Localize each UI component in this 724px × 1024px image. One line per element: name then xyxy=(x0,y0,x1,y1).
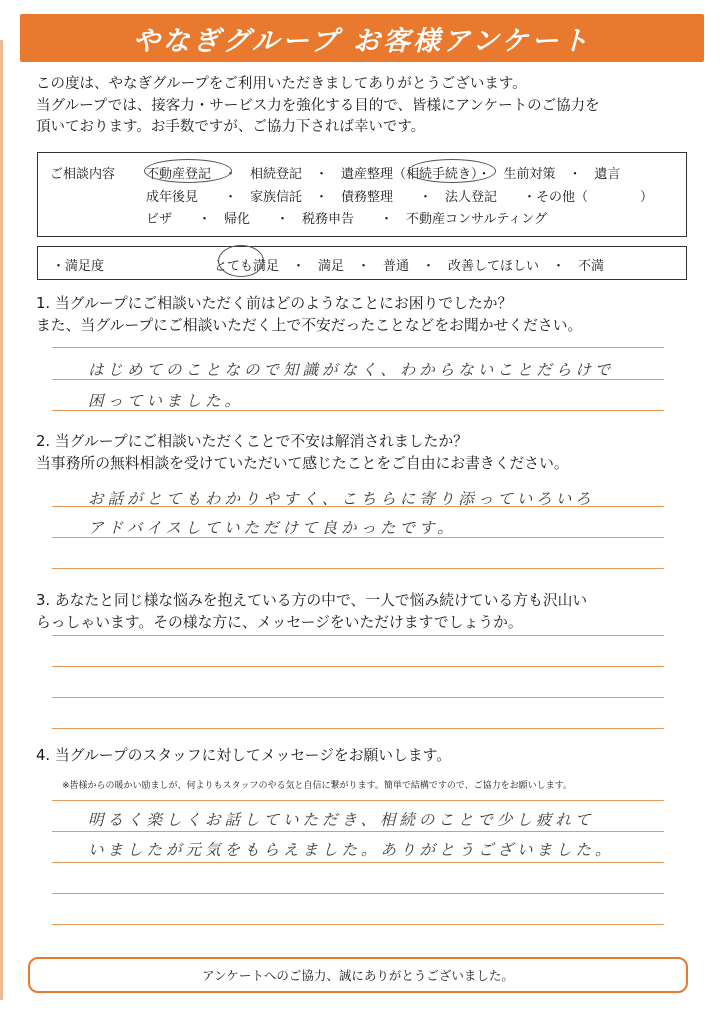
consultation-type-box xyxy=(37,152,687,237)
handwritten-answer: 明るく楽しくお話していただき、相続のことで少し疲れて xyxy=(88,811,595,829)
answer-line xyxy=(52,568,664,569)
question-text: 2. 当グループにご相談いただくことで不安は解消されましたか？ xyxy=(36,433,468,450)
handwritten-answer: 困っていました。 xyxy=(88,392,245,410)
survey-title-banner xyxy=(20,14,704,62)
satisfaction-options: とても満足 ・ 満足 ・ 普通 ・ 改善してほしい ・ 不満 xyxy=(214,259,605,274)
selection-circle xyxy=(144,159,232,183)
question-4 xyxy=(36,745,451,767)
answer-line xyxy=(52,666,664,667)
question-1 xyxy=(36,293,582,337)
consultation-label: ご相談内容 xyxy=(50,167,116,182)
satisfaction-box xyxy=(37,246,687,280)
scan-edge-stripe xyxy=(0,40,3,1000)
answer-line xyxy=(52,893,664,894)
answer-line xyxy=(52,831,664,832)
consultation-options-row: 不動産登記 ・ 相続登記 ・ 遺産整理（相続手続き）・ 生前対策 ・ 遺言 xyxy=(146,167,621,182)
intro-line: この度は、やなぎグループをご利用いただきましてありがとうございます。 xyxy=(36,76,527,92)
thank-you-footer xyxy=(28,957,688,993)
handwritten-answer: はじめてのことなので知識がなく、わからないことだらけで xyxy=(88,361,615,379)
consultation-options-row: 成年後見 ・ 家族信託 ・ 債務整理 ・ 法人登記 ・その他（ ） xyxy=(146,190,654,205)
intro-line: 頂いております。お手数ですが、ご協力下されば幸いです。 xyxy=(36,119,426,135)
answer-line xyxy=(52,924,664,925)
selection-circle xyxy=(218,245,264,277)
consultation-options-row: ビザ ・ 帰化 ・ 税務申告 ・ 不動産コンサルティング xyxy=(146,212,548,227)
answer-line xyxy=(52,862,664,863)
question-text: 4. 当グループのスタッフに対してメッセージをお願いします。 xyxy=(36,747,452,764)
encouragement-note: ※皆様からの暖かい励ましが、何よりもスタッフのやる気と自信に繋がります。簡単で結構ですので、ご協力をお願いします。 xyxy=(62,781,572,791)
answer-line xyxy=(52,728,664,729)
intro-paragraph xyxy=(36,74,696,139)
question-3 xyxy=(36,590,587,634)
answer-line xyxy=(52,506,664,507)
intro-line: 当グループでは、接客力・サービス力を強化する目的で、皆様にアンケートのご協力を xyxy=(36,97,600,114)
satisfaction-label: ・満足度 xyxy=(52,259,105,274)
question-text: また、当グループにご相談いただく上で不安だったことなどをお聞かせください。 xyxy=(36,317,583,334)
answer-line xyxy=(52,410,664,411)
question-text: 3. あなたと同じ様な悩みを抱えている方の中で、一人で悩み続けている方も沢山い xyxy=(36,592,588,609)
question-2 xyxy=(36,431,569,475)
question-text: 1. 当グループにご相談いただく前はどのようなことにお困りでしたか？ xyxy=(36,295,513,312)
handwritten-answer: いましたが元気をもらえました。ありがとうございました。 xyxy=(88,841,615,859)
question-text: 当事務所の無料相談を受けていただいて感じたことをご自由にお書きください。 xyxy=(36,455,569,472)
answer-line xyxy=(52,697,664,698)
footer-text: アンケートへのご協力、誠にありがとうございました。 xyxy=(202,968,514,983)
question-text: らっしゃいます。その様な方に、メッセージをいただけますでしょうか。 xyxy=(36,614,523,631)
selection-circle xyxy=(408,159,496,183)
handwritten-answer: アドバイスしていただけて良かったです。 xyxy=(88,519,457,537)
answer-line xyxy=(52,537,664,538)
handwritten-answer: お話がとてもわかりやすく、こちらに寄り添っていろいろ xyxy=(88,490,595,508)
answer-line xyxy=(52,635,664,636)
survey-title: やなぎグループ お客様アンケート xyxy=(132,25,592,57)
answer-line xyxy=(52,379,664,380)
answer-line xyxy=(52,800,664,801)
answer-line xyxy=(52,347,664,348)
